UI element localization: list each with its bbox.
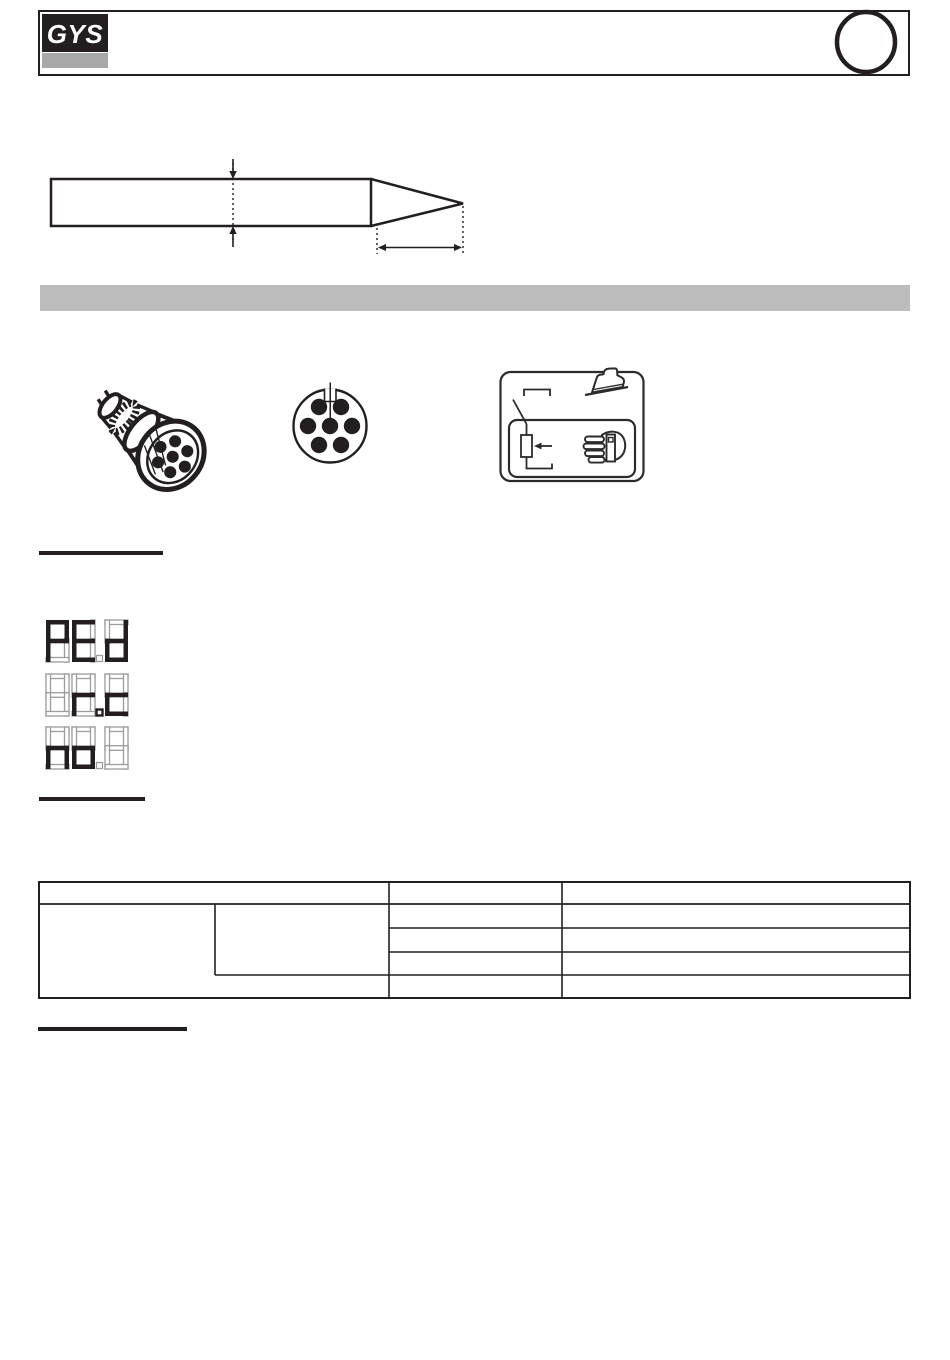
gys-logo-wordmark	[42, 14, 108, 52]
header-box	[38, 10, 910, 76]
gys-logo-text: GYS	[46, 19, 104, 49]
empty-table	[36, 878, 914, 1004]
electrode-tip-dimension-diagram	[40, 150, 480, 260]
gys-logo-band	[42, 53, 108, 68]
seven-segment-display-no	[44, 727, 132, 773]
rod-tip	[371, 179, 463, 226]
seven-segment-display-ped	[44, 620, 132, 666]
switch-symbol	[513, 390, 550, 436]
gys-logo	[42, 14, 108, 68]
section-title-bar	[40, 285, 910, 311]
pedal-potentiometer-schematic	[498, 365, 650, 487]
connector-pinout-front-view	[288, 378, 373, 470]
section-heading-underline-1	[39, 551, 163, 555]
seven-segment-display-rc	[44, 674, 132, 720]
potentiometer-symbol	[521, 435, 552, 469]
section-heading-underline-2	[39, 797, 145, 801]
section-heading-underline-3	[38, 1027, 187, 1031]
table-outer-border	[39, 882, 910, 998]
rod-body	[51, 179, 371, 226]
hand-icon	[584, 432, 626, 463]
potentiometer-arrowhead	[534, 443, 542, 450]
connector-plug-3d-illustration	[70, 376, 225, 504]
circle-badge-icon	[833, 12, 899, 74]
